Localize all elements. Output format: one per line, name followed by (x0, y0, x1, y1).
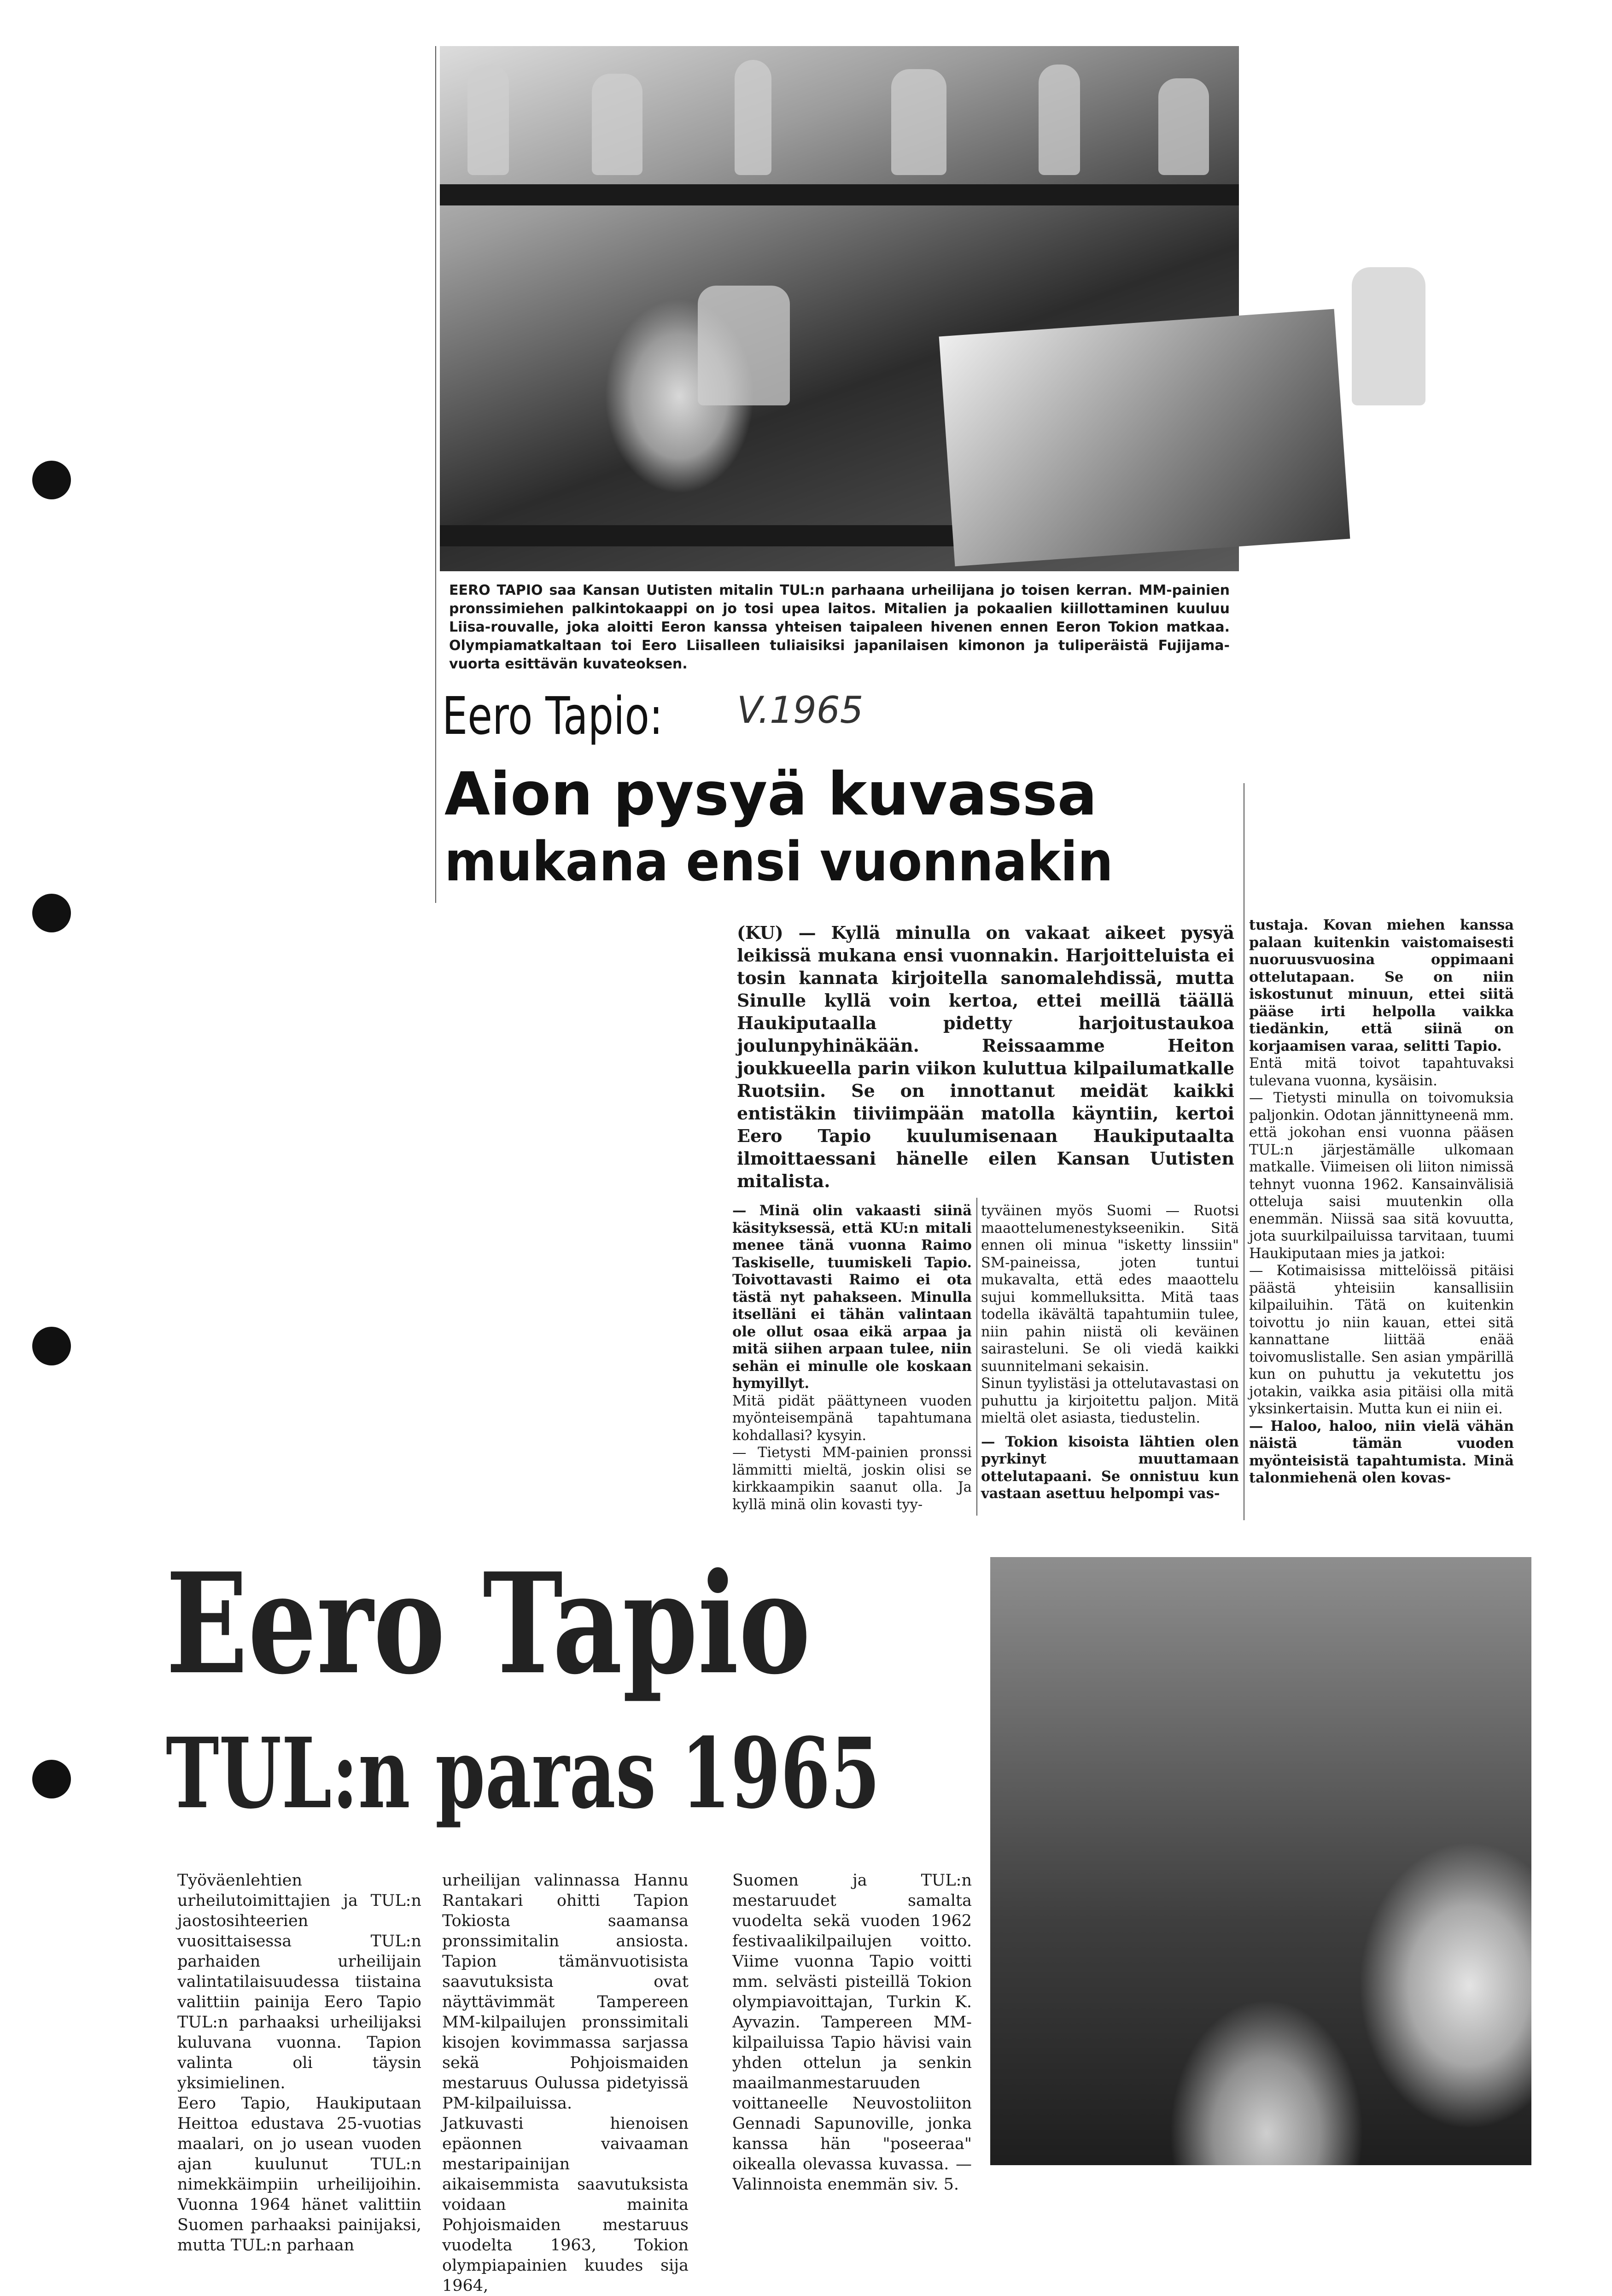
col1-paragraph-3: — Tietysti MM-painien pronssi lämmitti mieltä, joskin olisi se kirkkaampikin saanut olla. Ja kyllä minä olin kovasti tyy- (732, 1445, 972, 1513)
col2-bold-paragraph: — Tokion kisoista lähtien olen pyrkinyt muuttamaan ottelutapaani. Se onnistuu kun vastaan asettuu helpompi vas- (981, 1433, 1239, 1502)
col-2-paragraph-1: urheilijan valinnassa Hannu Rantakari ohitti Tapion Tokiosta saamansa pronssimitalin ansiosta. Tapion tämänvuotisista saavutuksista ovat näyttävimmät Tampereen MM-kilpailujen pronssimitali kisojen kovimmassa sarjassa sekä Pohjoismaiden mestaruus Oulussa pidetyissä PM-kilpailuissa. (442, 1871, 689, 2113)
col2-paragraph-2: Sinun tyylistäsi ja ottelutavastasi on puhuttu ja kirjoitettu paljon. Mitä mieltä olet asiasta, tiedustelin. (981, 1376, 1239, 1426)
headline-line-1: Aion pysyä kuvassa (444, 760, 1097, 829)
col2-paragraph-1: tyväinen myös Suomi — Ruotsi maaottelumenestykseenikin. Sitä ennen oli minua "isketty linssiin" SM-paineissa, joten tuntui mukavalta, että edes maaottelu sujui kommelluksitta. Mitä taas todella ikävältä tapahtumiin tulee, niin pahin niistä oli keväinen sairasteluni. Se oli viedä kaikki suunnitelmani sekaisin. (981, 1203, 1239, 1375)
trophy-cabinet-photo (440, 46, 1239, 571)
col-1-paragraph-1: Työväenlehtien urheilutoimittajien ja TUL:n jaostosihteerien vuosittaisessa TUL:n parhaiden urheilijain valintatilaisuudessa tiistaina valittiin painija Eero Tapio TUL:n parhaaksi urheilijaksi kuluvana vuonna. Tapion valinta oli täysin yksimielinen. (177, 1871, 421, 2092)
column-2 (981, 1202, 1239, 1516)
headline-line-2: mukana ensi vuonnakin (444, 830, 1113, 893)
wrestlers-photo (990, 1557, 1531, 2165)
col3-paragraph-2: Entä mitä toivot tapahtuvaksi tulevana vuonna, kysäisin. (1249, 1055, 1514, 1089)
handwritten-note: V.1965 (737, 689, 864, 732)
col3-bold-paragraph-2: — Haloo, haloo, niin vielä vähän näistä tämän vuoden myönteisistä tapahtumista. Minä talonmiehenä olen kovas- (1249, 1417, 1514, 1486)
col-1-paragraph-2: Eero Tapio, Haukiputaan Heittoa edustava 25-vuotias maalari, on jo usean vuoden ajan kuulunut TUL:n nimekkäimpiin urheilijoihin. Vuonna 1964 hänet valittiin Suomen parhaaksi painijaksi, mutta TUL:n parhaan (177, 2094, 421, 2255)
col1-bold-paragraph: — Minä olin vakaasti siinä käsityksessä, että KU:n mitali menee tänä vuonna Raimo Taskiselle, tuumiskeli Tapio. Toivottavasti Raimo ei ota tästä nyt pahakseen. Minulla itselläni ei tähän valintaan ole ollut osaa eikä arpaa ja mitä siihen arpaan tulee, niin sehän ei minulle ole koskaan hymyillyt. (732, 1202, 972, 1392)
col3-paragraph-3: — Tietysti minulla on toivomuksia paljonkin. Odotan jännittyneenä mm. että jokohan ensi vuonna pääsen TUL:n järjestämälle ulkomaan matkalle. Viimeisen oli liiton nimissä tehnyt vuonna 1962. Kansainvälisiä otteluja saisi muutenkin olla enemmän. Niissä saa sitä kovuutta, jota suurkilpailuissa tarvitaan, tuumi Haukiputaan mies ja jatkoi: (1249, 1090, 1514, 1262)
column-3 (1249, 917, 1514, 1516)
headline-2-line-1: Eero Tapio (166, 1542, 811, 1705)
kicker: Eero Tapio: (442, 686, 663, 746)
article-lead: (KU) — Kyllä minulla on vakaat aikeet pysyä leikissä mukana ensi vuonnakin. Harjoitteluista ei tosin kannata kirjoitella sanomalehdissä, mutta Sinulle kyllä voin kertoa, ettei meillä täällä Haukiputaalla pidetty harjoitustaukoa joulunpyhinäkään. Reissaamme Heiton joukkueella parin viikon kuluttua kilpailumatkalle Ruotsiin. Se on innottanut meidät kaikki entistäkin tiiviimpään matolla käyntiin, kertoi Eero Tapio kuulumisenaan Haukiputaalta ilmoittaessani hänelle eilen Kansan Uutisten mitalista. (737, 922, 1234, 1191)
article-2-column-3: Suomen ja TUL:n mestaruudet samalta vuodelta sekä vuoden 1962 festivaalikilpailujen voitto. Viime vuonna Tapio voitti mm. selvästi pisteillä Tokion olympiavoittajan, Turkin K. Ayvazin. Tampereen MM-kilpailuissa Tapio hävisi vain yhden ottelun ja senkin maailmanmestaruuden voittaneelle Neuvostoliiton Gennadi Sapunoville, jonka kanssa hän "poseeraa" oikealla olevassa kuvassa. — Valinnoista enemmän siv. 5. (732, 1871, 972, 2194)
article-2-column-1 (177, 1870, 421, 2267)
col3-paragraph-4: — Kotimaisissa mittelöissä pitäisi päästä yhteisiin kansallisiin kilpailuihin. Tätä on kuitenkin toivottu jo niin kauan, ettei sitä kannattane liittää enää toivomuslistalle. Sen asian ympärillä kun on puhuttu ja vekutettu jos jotakin, vaikka asia pitäisi olla mitä yksinkertaisin. Mutta kun ei niin ei. (1249, 1263, 1514, 1417)
headline-2-line-2: TUL:n paras 1965 (166, 1716, 880, 1830)
column-1 (732, 1202, 972, 1516)
photo-caption: EERO TAPIO saa Kansan Uutisten mitalin TUL:n parhaana urheilijana jo toisen kerran. MM-painien pronssimiehen palkintokaappi on jo tosi upea laitos. Mitalien ja pokaalien kiillottaminen kuuluu Liisa-rouvalle, joka aloitti Eeron kanssa yhteisen taipaleen hivenen ennen Eeron Tokion matkaa. Olympiamatkaltaan toi Eero Liisalleen tuliaisiksi japanilaisen kimonon ja tuliperäistä Fujijama-vuorta esittävän kuvateoksen. (449, 582, 1230, 672)
clipping-2 (0, 1520, 1612, 2295)
article-2-column-2 (442, 1870, 689, 2295)
col1-paragraph-2: Mitä pidät päättyneen vuoden myönteisempänä tapahtumana kohdallasi? kysyin. (732, 1393, 972, 1444)
col-2-paragraph-2: Jatkuvasti hienoisen epäonnen vaivaaman mestaripainijan aikaisemmista saavutuksista voidaan mainita Pohjoismaiden mestaruus vuodelta 1963, Tokion olympiapainien kuudes sija 1964, (442, 2114, 689, 2295)
col3-bold-paragraph: tustaja. Kovan miehen kanssa palaan kuitenkin vaistomaisesti nuoruusvuosina oppimaani ottelutapaan. Se on niin iskostunut minuun, ettei siitä pääse irti helpolla vaikka tiedänkin, että siinä on korjaamisen varaa, selitti Tapio. (1249, 917, 1514, 1054)
